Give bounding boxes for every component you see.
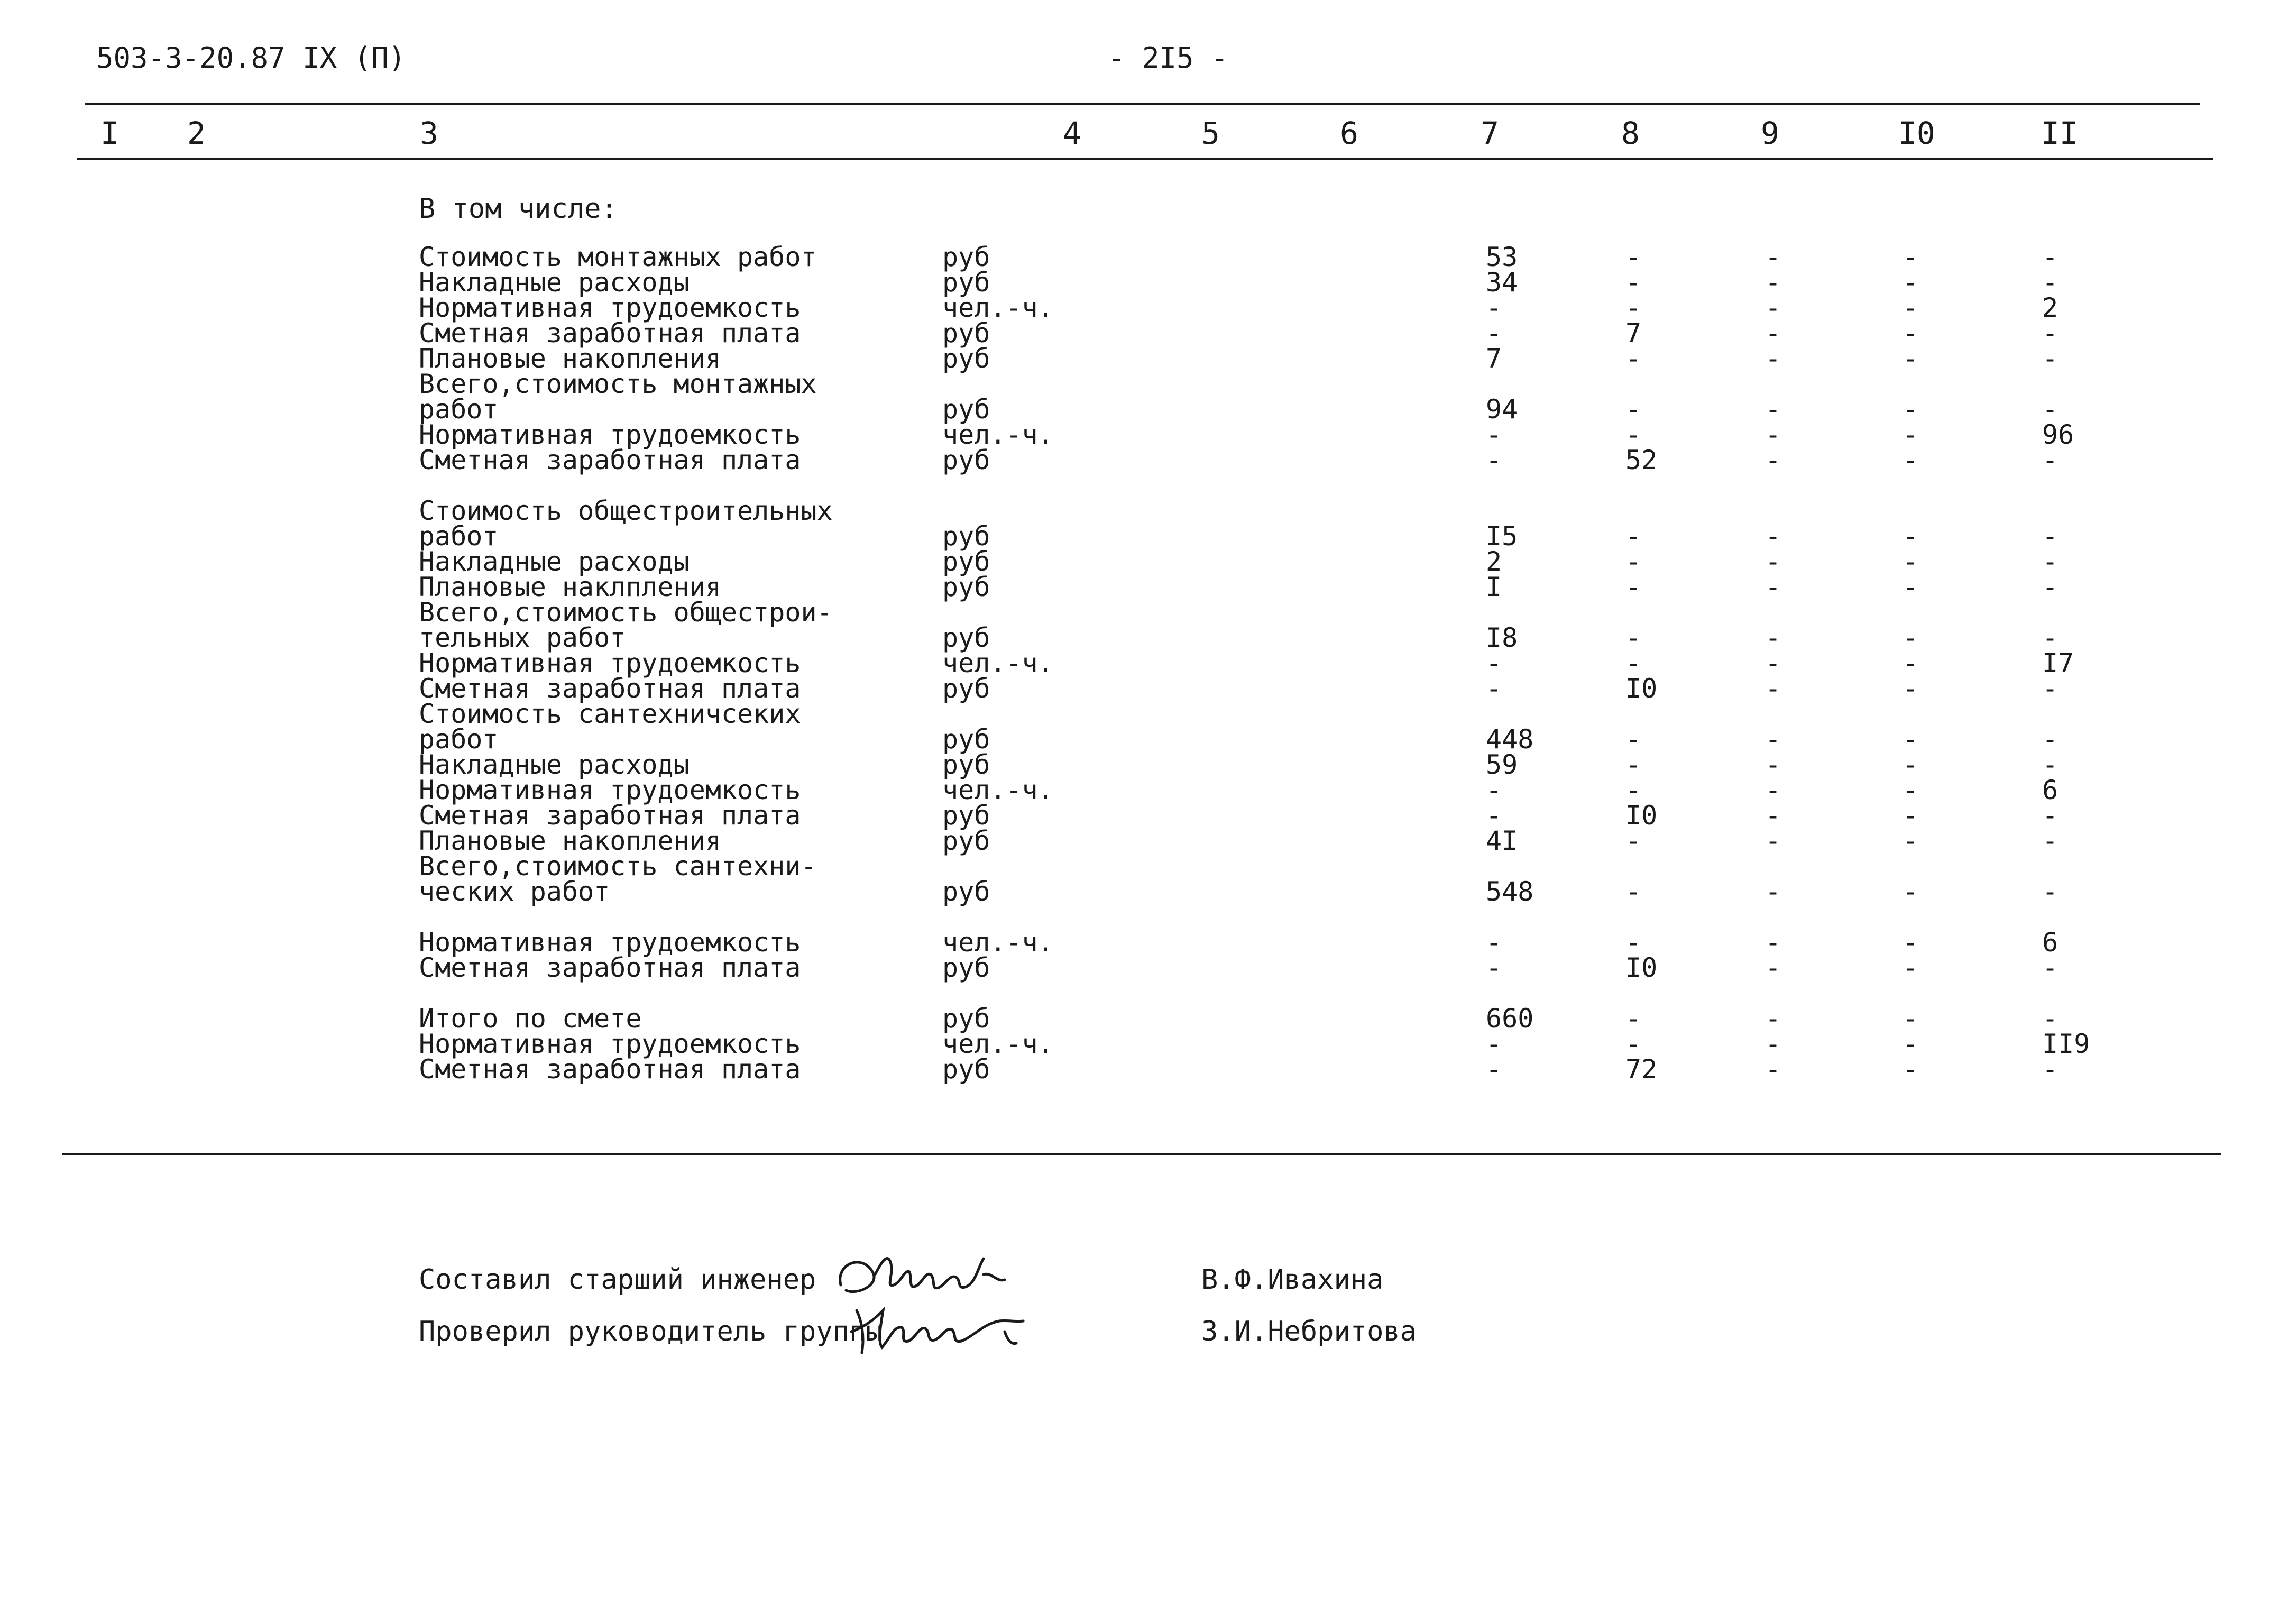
table-row	[0, 244, 2279, 270]
cell-col-9: -	[1765, 952, 1781, 983]
column-header: 5	[1201, 115, 1220, 151]
table-row	[0, 473, 2279, 498]
table-row	[0, 749, 2279, 780]
cell-col-7: -	[1486, 800, 1502, 831]
cell-col-9: -	[1765, 572, 1781, 602]
row-name: Нормативная трудоемкость	[419, 775, 801, 805]
cell-col-11: -	[2042, 242, 2059, 272]
table-row	[0, 521, 2279, 552]
cell-col-7: 34	[1486, 267, 1518, 298]
cell-col-11: 6	[2042, 927, 2059, 958]
cell-col-11: -	[2042, 876, 2059, 907]
cell-col-8: 72	[1625, 1054, 1658, 1085]
cell-col-9: -	[1765, 673, 1781, 704]
header-rule	[77, 158, 2213, 160]
cell-col-11: -	[2042, 800, 2059, 831]
cell-col-10: -	[1903, 800, 1919, 831]
row-name: Сметная заработная плата	[419, 952, 801, 983]
cell-col-10: -	[1903, 775, 1919, 805]
cell-col-9: -	[1765, 648, 1781, 678]
table-row	[0, 952, 2279, 983]
table-row	[0, 419, 2279, 450]
column-header: 8	[1621, 115, 1640, 151]
cell-col-9: -	[1765, 419, 1781, 450]
column-header: I	[100, 115, 119, 151]
table-row	[0, 343, 2279, 374]
row-name: Плановые накопления	[419, 825, 721, 856]
cell-col-7: 59	[1486, 749, 1518, 780]
table-row	[0, 673, 2279, 704]
cell-col-8: -	[1625, 775, 1642, 805]
cell-col-11: -	[2042, 749, 2059, 780]
cell-col-9: -	[1765, 622, 1781, 653]
cell-col-11: -	[2042, 673, 2059, 704]
table-row	[0, 1003, 2279, 1034]
cell-col-11: I7	[2042, 648, 2074, 678]
cell-col-7: -	[1486, 648, 1502, 678]
cell-col-10: -	[1903, 1029, 1919, 1059]
table-row	[0, 825, 2279, 856]
cell-col-8: I0	[1625, 673, 1658, 704]
row-unit: чел.-ч.	[942, 419, 1054, 450]
document-code: 503-3-20.87 IX (П)	[96, 41, 406, 75]
table-row	[0, 927, 2279, 958]
cell-col-10: -	[1903, 622, 1919, 653]
cell-col-9: -	[1765, 394, 1781, 425]
row-unit: руб	[942, 1003, 990, 1034]
cell-col-10: -	[1903, 445, 1919, 475]
cell-col-11: -	[2042, 572, 2059, 602]
row-unit: руб	[942, 546, 990, 577]
cell-col-10: -	[1903, 648, 1919, 678]
column-header: 3	[420, 115, 438, 151]
cell-col-7: -	[1486, 292, 1502, 323]
column-header: 6	[1340, 115, 1358, 151]
row-name: Нормативная трудоемкость	[419, 419, 801, 450]
cell-col-8: -	[1625, 927, 1642, 958]
cell-col-7: -	[1486, 318, 1502, 348]
row-unit: чел.-ч.	[942, 927, 1054, 958]
row-name: Стоимость монтажных работ	[419, 242, 817, 272]
cell-col-7: -	[1486, 952, 1502, 983]
column-header: 2	[187, 115, 206, 151]
row-unit: руб	[942, 749, 990, 780]
cell-col-7: 4I	[1486, 825, 1518, 856]
cell-col-10: -	[1903, 521, 1919, 552]
row-name: работ	[419, 394, 499, 425]
cell-col-8: -	[1625, 292, 1642, 323]
cell-col-10: -	[1903, 267, 1919, 298]
cell-col-11: -	[2042, 622, 2059, 653]
cell-col-7: 7	[1486, 343, 1502, 374]
cell-col-9: -	[1765, 1054, 1781, 1085]
cell-col-10: -	[1903, 749, 1919, 780]
column-header: I0	[1898, 115, 1935, 151]
table-row	[0, 1054, 2279, 1085]
table-row	[0, 447, 2279, 473]
cell-col-8: -	[1625, 521, 1642, 552]
cell-col-8: -	[1625, 343, 1642, 374]
cell-col-8: -	[1625, 546, 1642, 577]
cell-col-10: -	[1903, 724, 1919, 755]
table-row	[0, 904, 2279, 930]
row-unit: руб	[942, 622, 990, 653]
cell-col-10: -	[1903, 1054, 1919, 1085]
cell-col-8: -	[1625, 1003, 1642, 1034]
cell-col-10: -	[1903, 318, 1919, 348]
row-unit: руб	[942, 343, 990, 374]
row-name: работ	[419, 724, 499, 755]
checked-by-line	[0, 1310, 2279, 1353]
table-row	[0, 546, 2279, 577]
section-title: В том числе:	[419, 193, 618, 225]
row-unit: чел.-ч.	[942, 648, 1054, 678]
cell-col-9: -	[1765, 927, 1781, 958]
row-name: Плановые наклпления	[419, 572, 721, 602]
cell-col-7: I8	[1486, 622, 1518, 653]
table-row	[0, 292, 2279, 323]
table-row	[0, 371, 2279, 397]
table-row	[0, 267, 2279, 298]
cell-col-10: -	[1903, 673, 1919, 704]
cell-col-9: -	[1765, 267, 1781, 298]
row-name: Накладные расходы	[419, 267, 690, 298]
cell-col-8: -	[1625, 825, 1642, 856]
row-name: ческих работ	[419, 876, 610, 907]
row-unit: руб	[942, 673, 990, 704]
cell-col-11: -	[2042, 318, 2059, 348]
cell-col-11: -	[2042, 343, 2059, 374]
table-row	[0, 394, 2279, 425]
row-name: Нормативная трудоемкость	[419, 292, 801, 323]
cell-col-11: II9	[2042, 1029, 2090, 1059]
cell-col-8: I0	[1625, 952, 1658, 983]
cell-col-8: I0	[1625, 800, 1658, 831]
table-row	[0, 851, 2279, 882]
cell-col-10: -	[1903, 572, 1919, 602]
column-header: 4	[1063, 115, 1081, 151]
cell-col-11: -	[2042, 445, 2059, 475]
row-unit: руб	[942, 952, 990, 983]
cell-col-11: -	[2042, 546, 2059, 577]
row-name: Стоимость сантехничсеких	[419, 699, 801, 729]
cell-col-11: -	[2042, 394, 2059, 425]
cell-col-10: -	[1903, 876, 1919, 907]
cell-col-10: -	[1903, 343, 1919, 374]
table-row	[0, 876, 2279, 907]
cell-col-9: -	[1765, 876, 1781, 907]
cell-col-7: -	[1486, 673, 1502, 704]
checked-by-label: Проверил руководитель группы	[419, 1316, 883, 1347]
cell-col-7: -	[1486, 419, 1502, 450]
cell-col-8: -	[1625, 242, 1642, 272]
cell-col-10: -	[1903, 825, 1919, 856]
cell-col-7: -	[1486, 1054, 1502, 1085]
table-row	[0, 800, 2279, 831]
table-row	[0, 1031, 2279, 1057]
cell-col-9: -	[1765, 1029, 1781, 1059]
cell-col-8: -	[1625, 572, 1642, 602]
cell-col-10: -	[1903, 292, 1919, 323]
cell-col-11: -	[2042, 1054, 2059, 1085]
cell-col-9: -	[1765, 318, 1781, 348]
row-name: Плановые накопления	[419, 343, 721, 374]
row-name: тельных работ	[419, 622, 626, 653]
cell-col-7: 53	[1486, 242, 1518, 272]
cell-col-7: 94	[1486, 394, 1518, 425]
cell-col-8: 52	[1625, 445, 1658, 475]
row-name: Сметная заработная плата	[419, 1054, 801, 1085]
cell-col-8: 7	[1625, 318, 1642, 348]
row-name: Нормативная трудоемкость	[419, 648, 801, 678]
row-name: Нормативная трудоемкость	[419, 927, 801, 958]
cell-col-11: -	[2042, 825, 2059, 856]
bottom-rule	[62, 1153, 2221, 1155]
cell-col-11: 2	[2042, 292, 2059, 323]
row-name: Итого по смете	[419, 1003, 642, 1034]
cell-col-10: -	[1903, 419, 1919, 450]
cell-col-9: -	[1765, 521, 1781, 552]
row-unit: руб	[942, 318, 990, 348]
cell-col-7: 660	[1486, 1003, 1534, 1034]
row-name: работ	[419, 521, 499, 552]
cell-col-8: -	[1625, 622, 1642, 653]
cell-col-11: 6	[2042, 775, 2059, 805]
cell-col-10: -	[1903, 546, 1919, 577]
cell-col-11: -	[2042, 267, 2059, 298]
row-name: Сметная заработная плата	[419, 800, 801, 831]
cell-col-9: -	[1765, 242, 1781, 272]
row-name: Накладные расходы	[419, 546, 690, 577]
row-name: Сметная заработная плата	[419, 673, 801, 704]
cell-col-9: -	[1765, 1003, 1781, 1034]
row-name: Всего,стоимость общестрои-	[419, 597, 833, 628]
table-row	[0, 701, 2279, 727]
row-unit: руб	[942, 800, 990, 831]
cell-col-9: -	[1765, 445, 1781, 475]
cell-col-10: -	[1903, 1003, 1919, 1034]
row-unit: руб	[942, 445, 990, 475]
cell-col-10: -	[1903, 927, 1919, 958]
row-unit: чел.-ч.	[942, 775, 1054, 805]
row-name: Всего,стоимость сантехни-	[419, 851, 817, 882]
signature-checker	[825, 1295, 1068, 1369]
cell-col-9: -	[1765, 292, 1781, 323]
row-unit: руб	[942, 267, 990, 298]
table-row	[0, 622, 2279, 653]
cell-col-7: -	[1486, 1029, 1502, 1059]
cell-col-8: -	[1625, 394, 1642, 425]
table-row	[0, 574, 2279, 600]
row-name: Нормативная трудоемкость	[419, 1029, 801, 1059]
table-row	[0, 320, 2279, 346]
checked-by-name: З.И.Небритова	[1201, 1316, 1417, 1347]
cell-col-8: -	[1625, 648, 1642, 678]
table-row	[0, 724, 2279, 755]
cell-col-9: -	[1765, 800, 1781, 831]
row-name: Накладные расходы	[419, 749, 690, 780]
table-row	[0, 777, 2279, 803]
cell-col-9: -	[1765, 546, 1781, 577]
cell-col-7: 2	[1486, 546, 1502, 577]
cell-col-11: -	[2042, 724, 2059, 755]
cell-col-8: -	[1625, 1029, 1642, 1059]
cell-col-7: -	[1486, 775, 1502, 805]
top-rule	[85, 103, 2200, 105]
cell-col-7: I	[1486, 572, 1502, 602]
cell-col-11: -	[2042, 1003, 2059, 1034]
cell-col-8: -	[1625, 419, 1642, 450]
cell-col-7: 448	[1486, 724, 1534, 755]
row-unit: руб	[942, 521, 990, 552]
cell-col-10: -	[1903, 394, 1919, 425]
cell-col-7: -	[1486, 445, 1502, 475]
compiled-by-name: В.Ф.Ивахина	[1201, 1264, 1384, 1296]
table-row	[0, 597, 2279, 628]
row-unit: руб	[942, 242, 990, 272]
row-unit: чел.-ч.	[942, 292, 1054, 323]
cell-col-9: -	[1765, 343, 1781, 374]
column-header: 7	[1481, 115, 1499, 151]
row-unit: руб	[942, 572, 990, 602]
table-row	[0, 980, 2279, 1006]
row-unit: руб	[942, 394, 990, 425]
row-unit: руб	[942, 1054, 990, 1085]
cell-col-8: -	[1625, 749, 1642, 780]
row-name: Сметная заработная плата	[419, 318, 801, 348]
cell-col-8: -	[1625, 876, 1642, 907]
cell-col-7: I5	[1486, 521, 1518, 552]
row-name: Всего,стоимость монтажных	[419, 369, 817, 399]
row-unit: руб	[942, 825, 990, 856]
cell-col-11: 96	[2042, 419, 2074, 450]
row-name: Сметная заработная плата	[419, 445, 801, 475]
row-unit: чел.-ч.	[942, 1029, 1054, 1059]
row-unit: руб	[942, 876, 990, 907]
column-header: II	[2041, 115, 2078, 151]
cell-col-9: -	[1765, 825, 1781, 856]
column-header: 9	[1761, 115, 1779, 151]
cell-col-11: -	[2042, 521, 2059, 552]
compiled-by-label: Составил старший инженер	[419, 1264, 816, 1296]
cell-col-7: -	[1486, 927, 1502, 958]
table-row	[0, 498, 2279, 524]
cell-col-9: -	[1765, 749, 1781, 780]
compiled-by-line	[0, 1259, 2279, 1301]
cell-col-11: -	[2042, 952, 2059, 983]
page-number: - 2I5 -	[1108, 41, 1228, 75]
cell-col-9: -	[1765, 775, 1781, 805]
cell-col-7: 548	[1486, 876, 1534, 907]
cell-col-8: -	[1625, 267, 1642, 298]
cell-col-10: -	[1903, 952, 1919, 983]
table-row	[0, 650, 2279, 676]
row-name: Стоимость общестроительных	[419, 496, 833, 526]
cell-col-8: -	[1625, 724, 1642, 755]
cell-col-10: -	[1903, 242, 1919, 272]
row-unit: руб	[942, 724, 990, 755]
cell-col-9: -	[1765, 724, 1781, 755]
